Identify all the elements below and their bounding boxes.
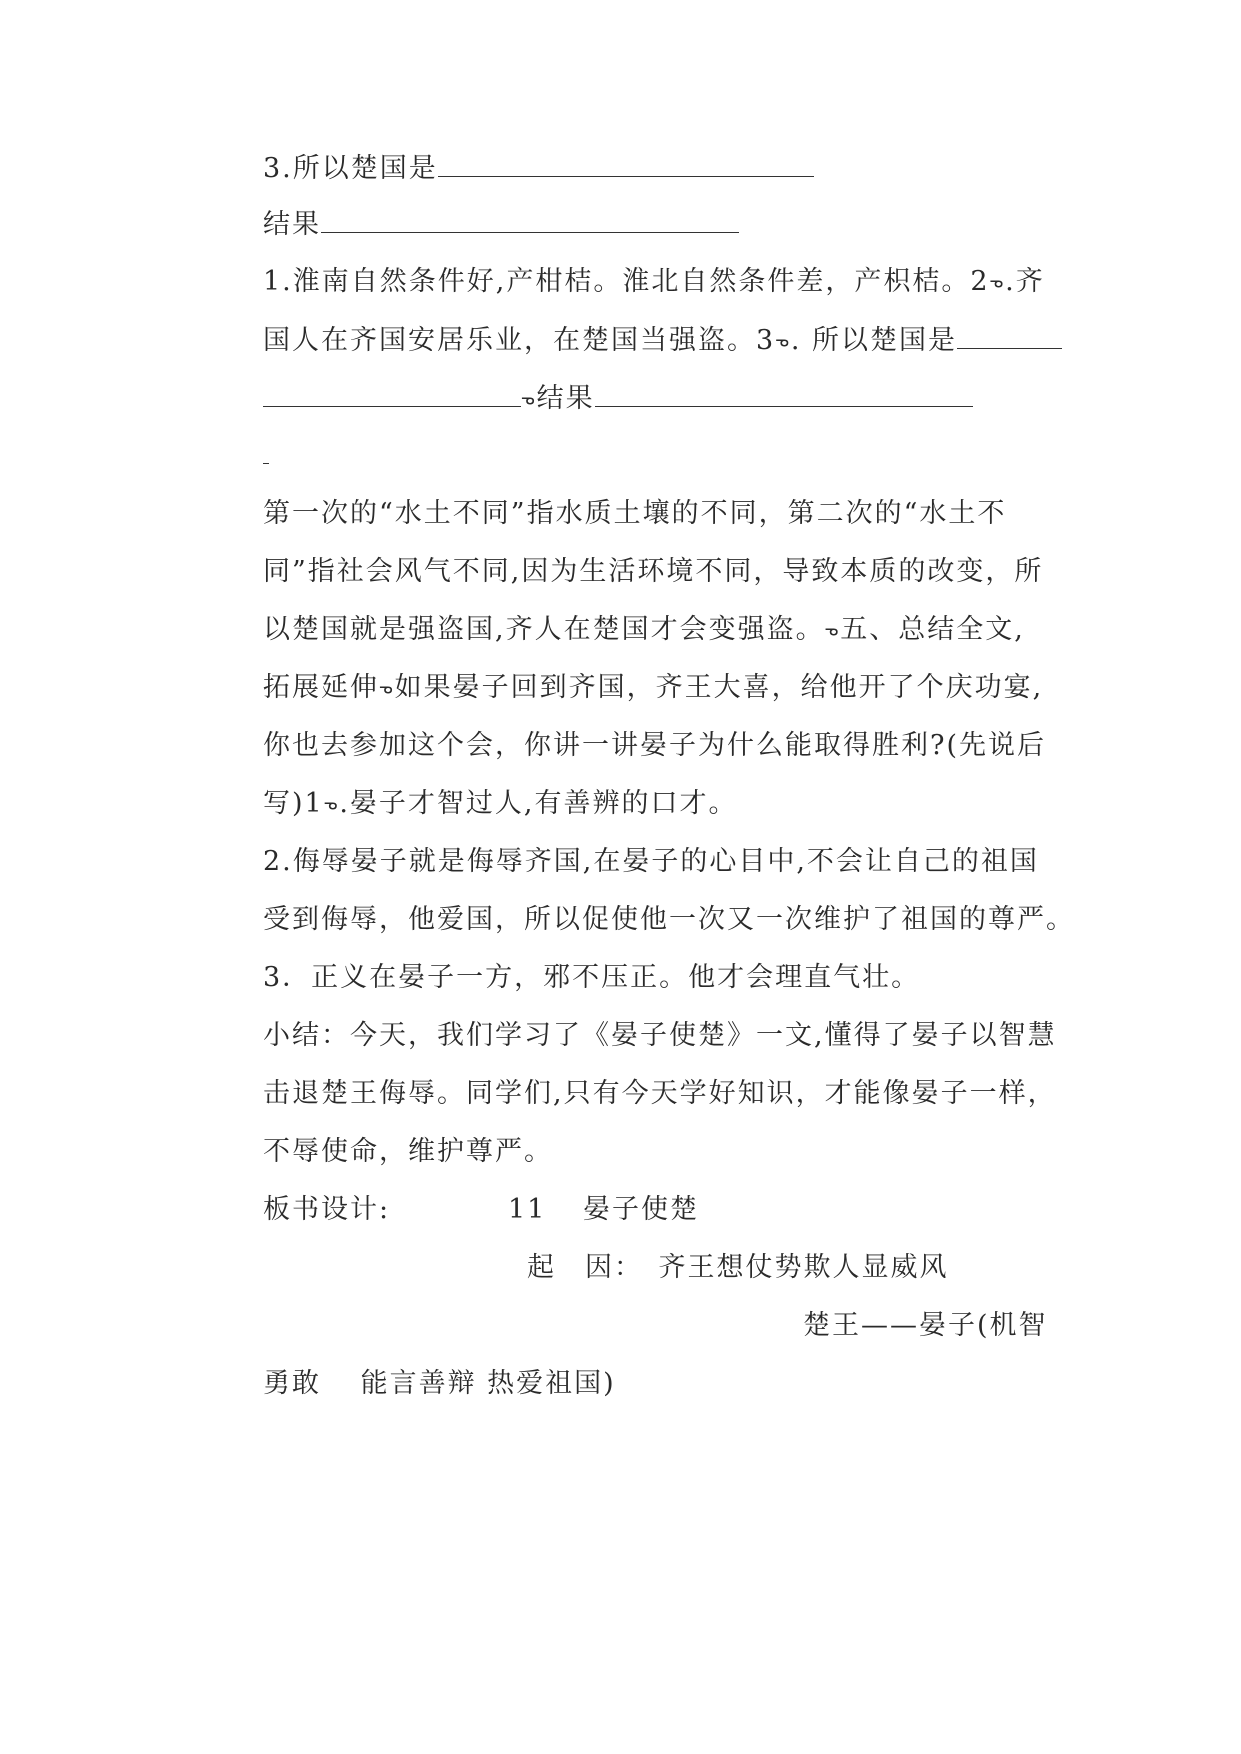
answer-line-1: 1.淮南自然条件好,产柑桔。淮北自然条件差，产枳桔。2ᓀ.齐 [263,266,1045,297]
answer-blank [263,378,521,407]
summary-line-2: 击退楚王侮辱。同学们,只有今天学好知识，才能像晏子一样， [263,1078,1057,1109]
answer-blank [438,148,814,177]
answer-blank [595,378,973,407]
result-label: 结果 [263,209,321,240]
paragraph-1-line-5: 你也去参加这个会，你讲一讲晏子为什么能取得胜利?(先说后 [263,730,1047,761]
paragraph-1-line-4: 拓展延伸ᓀ如果晏子回到齐国，齐王大喜，给他开了个庆功宴, [263,672,1044,703]
answer-blank [957,320,1062,349]
summary-line-1: 小结：今天，我们学习了《晏子使楚》一文,懂得了晏子以智慧 [263,1020,1057,1051]
lesson-number: 11 [508,1194,547,1225]
board-traits-line: 勇敢 能言善辩 热爱祖国) [263,1368,616,1399]
answer-line-3: ᓀ结果 [263,378,1043,420]
board-chu-line: 楚王——晏子(机智 [803,1310,1048,1341]
paragraph-2-line-1: 2.侮辱晏子就是侮辱齐国,在晏子的心目中,不会让自己的祖国 [263,846,1039,877]
result-line [263,204,1043,245]
summary-line-3: 不辱使命，维护尊严。 [263,1136,553,1167]
answer-blank [321,204,739,233]
board-design-label: 板书设计: [263,1194,391,1225]
board-cause: 起 因： 齐王想仗势欺人显威风 [527,1252,949,1283]
paragraph-1-line-6: 写)1ᓀ.晏子才智过人,有善辨的口才。 [263,788,738,819]
lesson-title: 晏子使楚 [583,1194,699,1225]
answer-blank [263,443,269,464]
paragraph-mark-icon: ᓀ [379,678,395,698]
paragraph-mark-icon: ᓀ [989,272,1006,292]
paragraph-mark-icon: ᓀ [521,389,537,409]
paragraph-2-line-2: 受到侮辱，他爱国，所以促使他一次又一次维护了祖国的尊严。 [263,904,1075,935]
board-design-line [263,1190,1043,1230]
question-3-text: 3.所以楚国是 [263,153,438,184]
paragraph-mark-icon: ᓀ [323,794,340,814]
paragraph-mark-icon: ᓀ [824,620,841,640]
answer-line-4 [263,436,1043,476]
paragraph-1-line-2: 同”指社会风气不同,因为生活环境不同，导致本质的改变，所 [263,556,1044,587]
paragraph-mark-icon: ᓀ [775,331,791,351]
question-3-line [263,148,1043,189]
answer-line-2: 国人在齐国安居乐业，在楚国当强盗。3ᓀ. 所以楚国是 [263,320,1043,362]
paragraph-1-line-1: 第一次的“水土不同”指水质土壤的不同，第二次的“水土不 [263,498,1007,529]
paragraph-1-line-3: 以楚国就是强盗国,齐人在楚国才会变强盗。ᓀ五、总结全文, [263,614,1025,645]
paragraph-3: 3．正义在晏子一方，邪不压正。他才会理直气壮。 [263,962,921,993]
